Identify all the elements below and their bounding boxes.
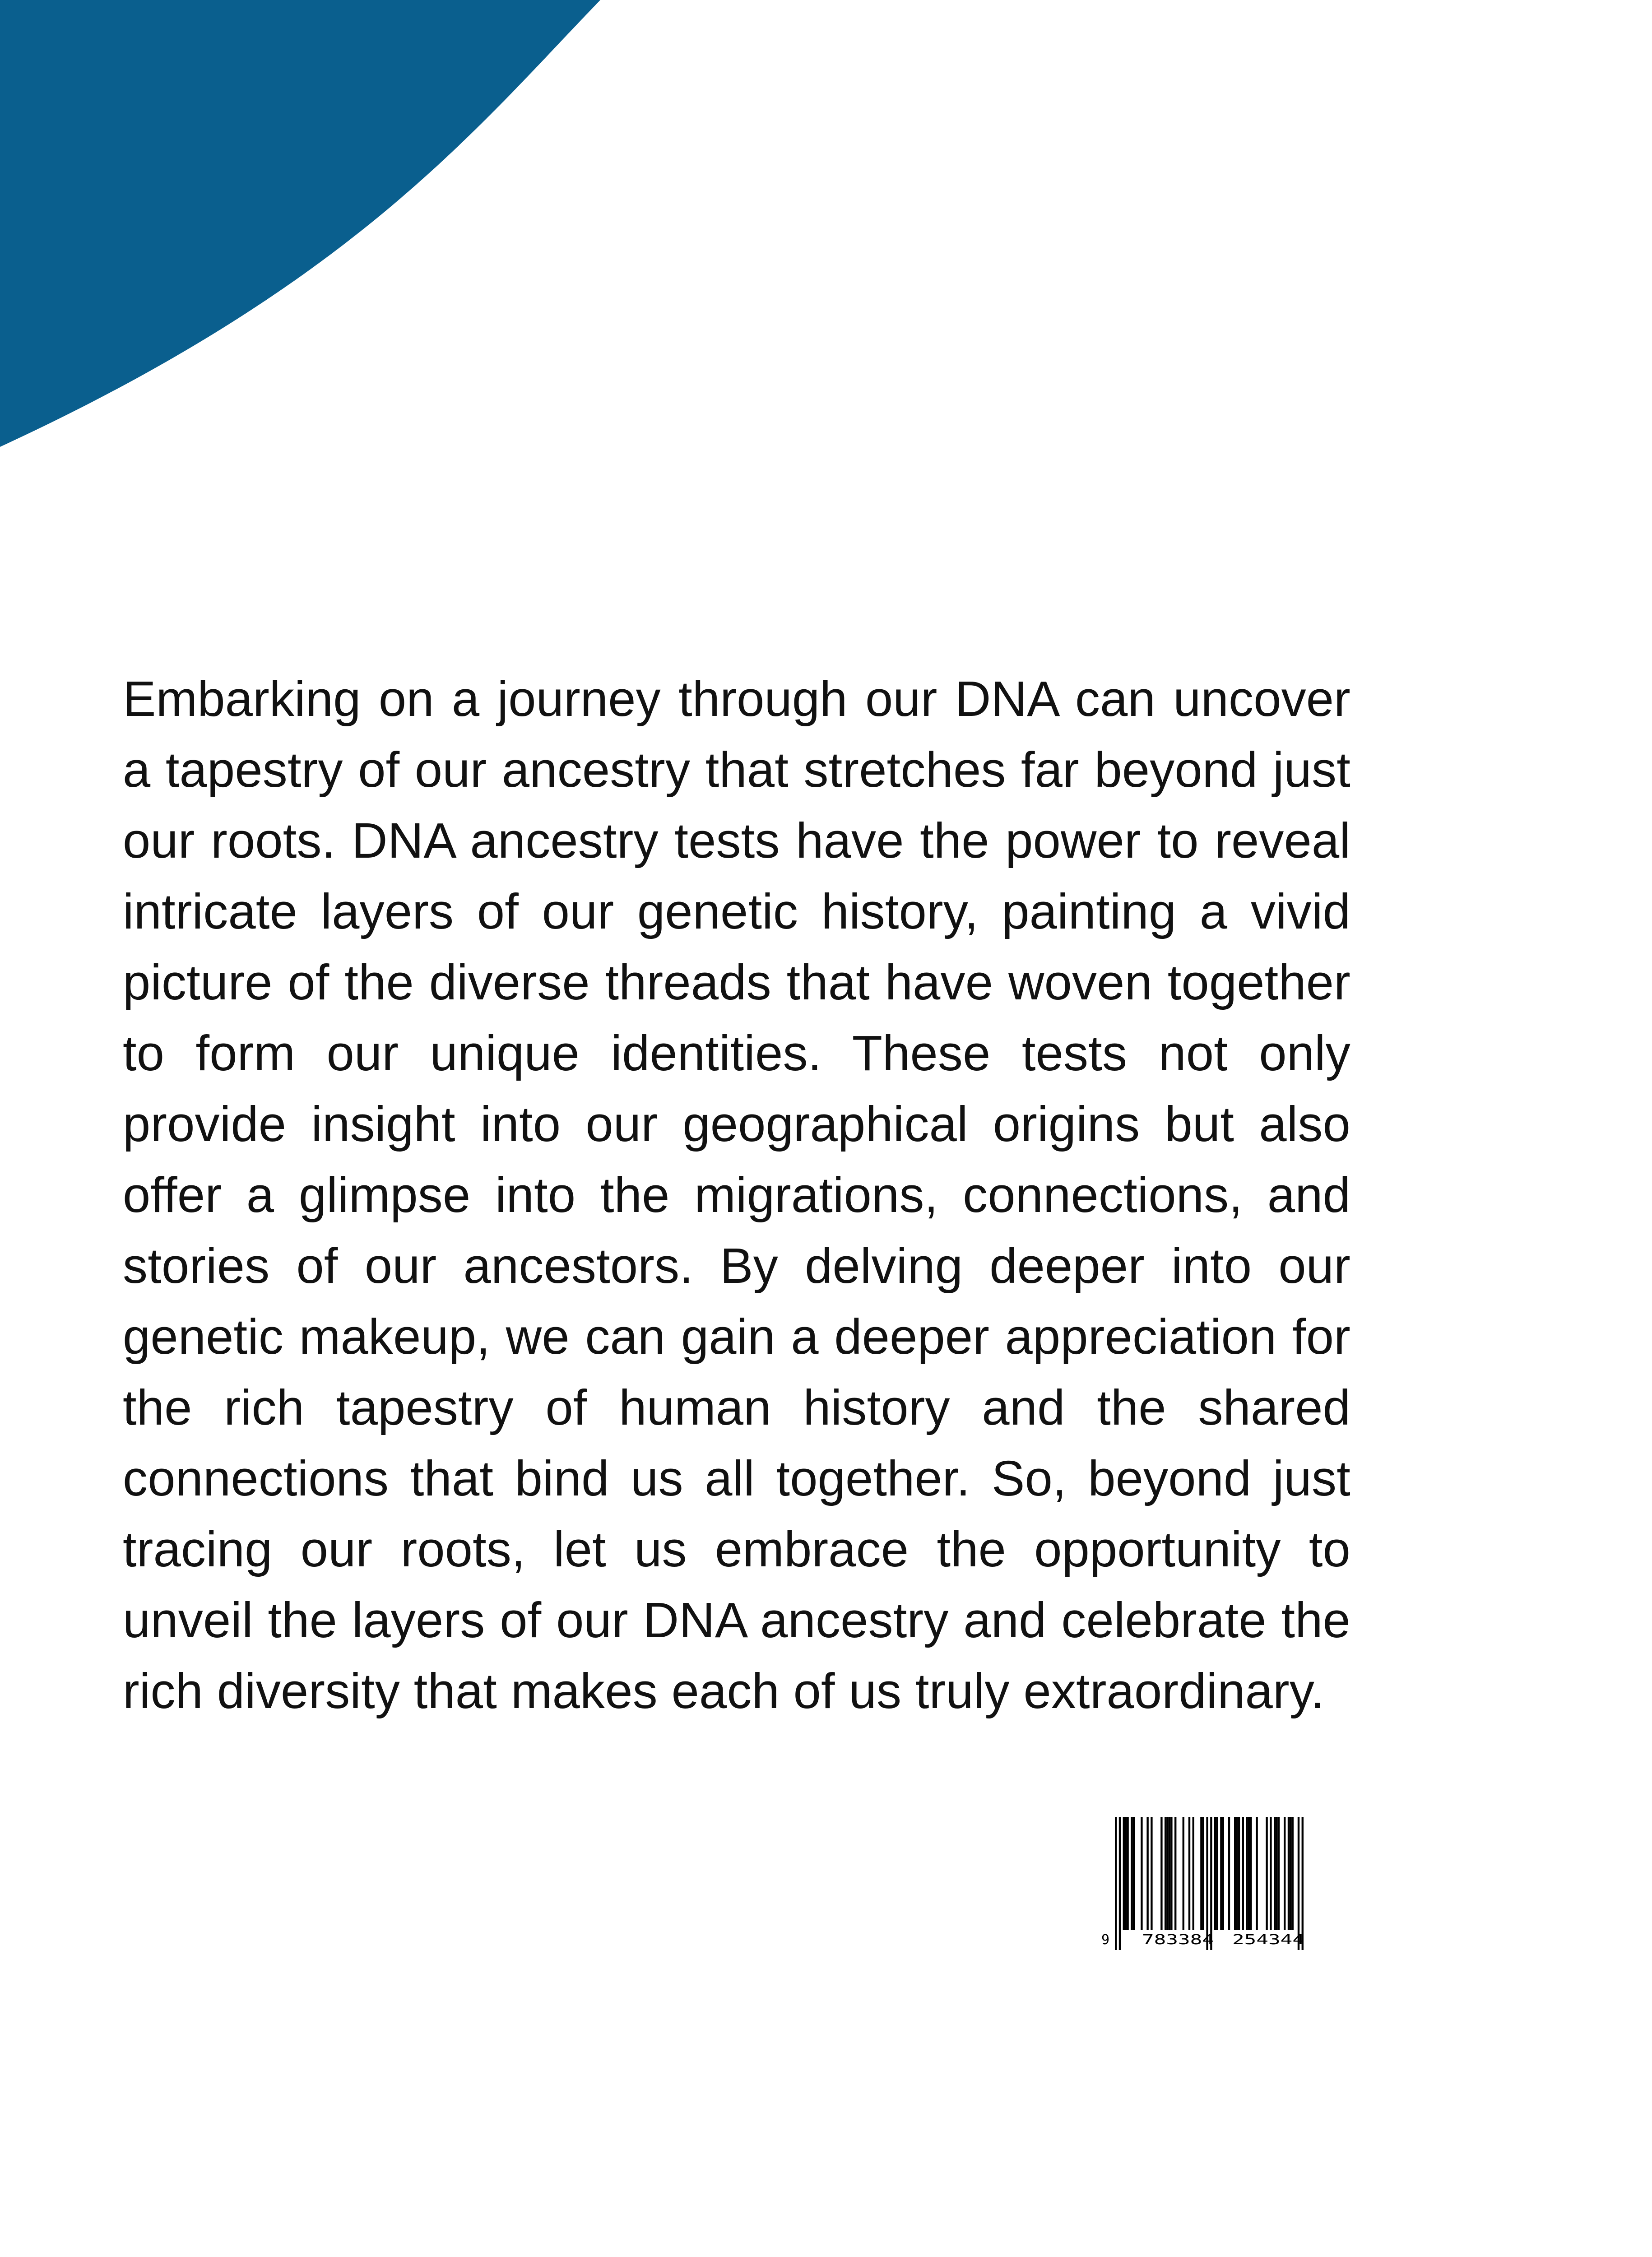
barcode-lead-digit: 9 xyxy=(1101,1932,1110,1948)
barcode-bar xyxy=(1169,1817,1170,1930)
barcode-bar xyxy=(1146,1817,1148,1930)
barcode-bar xyxy=(1131,1817,1132,1930)
barcode-digits xyxy=(1101,1932,1304,1948)
barcode-bar xyxy=(1166,1817,1168,1930)
barcode-bar xyxy=(1188,1817,1190,1930)
barcode-bar xyxy=(1222,1817,1224,1930)
barcode-bar xyxy=(1216,1817,1218,1930)
barcode-bar xyxy=(1298,1817,1299,1950)
barcode-bar xyxy=(1133,1817,1135,1930)
isbn-barcode xyxy=(1101,1817,1327,1952)
barcode-left-digits: 783384 xyxy=(1142,1932,1214,1948)
barcode-bar xyxy=(1288,1817,1290,1930)
barcode-bar xyxy=(1210,1817,1212,1950)
barcode-bar xyxy=(1183,1817,1184,1930)
barcode-bar xyxy=(1284,1817,1285,1930)
barcode-bar xyxy=(1256,1817,1258,1930)
barcode-bar xyxy=(1141,1817,1142,1930)
barcode-bar xyxy=(1214,1817,1216,1930)
barcode-right-digits: 254344 xyxy=(1232,1932,1304,1948)
barcode-bar xyxy=(1302,1817,1304,1950)
barcode-bar xyxy=(1125,1817,1127,1930)
barcode-bar xyxy=(1236,1817,1238,1930)
barcode-bar xyxy=(1290,1817,1291,1930)
barcode-bar xyxy=(1202,1817,1204,1930)
barcode-bar xyxy=(1248,1817,1250,1930)
barcode-bar xyxy=(1234,1817,1236,1930)
barcode-bar xyxy=(1127,1817,1128,1930)
barcode-bar xyxy=(1274,1817,1276,1930)
corner-arc-fill xyxy=(0,0,600,447)
barcode-bar xyxy=(1119,1817,1121,1950)
barcode-bar xyxy=(1278,1817,1280,1930)
barcode-bar xyxy=(1242,1817,1244,1930)
barcode-bar xyxy=(1276,1817,1277,1930)
barcode-bar xyxy=(1270,1817,1271,1930)
barcode-bar xyxy=(1123,1817,1125,1930)
barcode-bar xyxy=(1174,1817,1176,1930)
barcode-bar xyxy=(1200,1817,1202,1930)
barcode-bar xyxy=(1220,1817,1222,1930)
barcode-bar xyxy=(1246,1817,1248,1930)
barcode-bar xyxy=(1151,1817,1152,1930)
barcode-bar xyxy=(1250,1817,1252,1930)
barcode-bar xyxy=(1160,1817,1162,1930)
barcode-bar xyxy=(1206,1817,1208,1950)
barcode-bar xyxy=(1115,1817,1117,1950)
barcode-bar xyxy=(1193,1817,1194,1930)
corner-arc-shape xyxy=(0,0,632,474)
barcode-bar xyxy=(1228,1817,1230,1930)
barcode-bar xyxy=(1266,1817,1267,1930)
barcode-bar xyxy=(1165,1817,1166,1930)
barcode-bars xyxy=(1115,1817,1304,1950)
barcode-bar xyxy=(1238,1817,1240,1930)
barcode-bar xyxy=(1292,1817,1294,1930)
barcode-bar xyxy=(1170,1817,1172,1930)
back-cover-blurb: Embarking on a journey through our DNA can uncover a tapestry of our ancestry that stretches far beyond just our roots. DNA ancestry tests have the power to reveal intricate layers of our genetic history, painting a vivid picture of the diverse threads that have woven together to form our unique identities. These tests not only provide insight into our geographical origins but also offer a glimpse into the migrations, connections, and stories of our ancestors. By delving deeper into our genetic makeup, we can gain a deeper appreciation for the rich tapestry of human history and the shared connections that bind us all together. So, beyond just tracing our roots, let us embrace the opportunity to unveil the layers of our DNA ancestry and celebrate the rich diversity that makes each of us truly extraordinary. xyxy=(123,671,1350,1719)
